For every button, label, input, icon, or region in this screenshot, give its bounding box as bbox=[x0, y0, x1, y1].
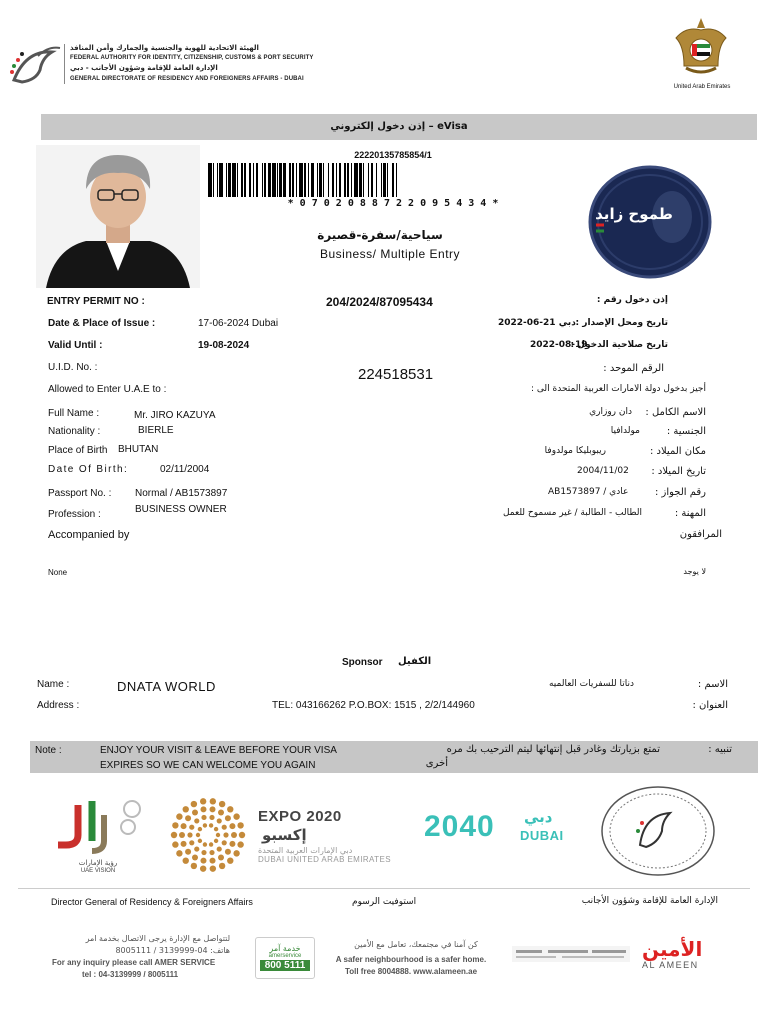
expo-emblem-dot bbox=[222, 825, 227, 830]
expo-sub-ar: دبي الإمارات العربية المتحدة bbox=[258, 846, 353, 855]
barcode-reference: 22220135785854/1 bbox=[354, 150, 432, 160]
expo-emblem-dot bbox=[181, 823, 187, 829]
note-label: Note : bbox=[35, 745, 62, 756]
expo-emblem-dot bbox=[198, 839, 202, 843]
passport-value-ar: AB1573897 / عادي bbox=[548, 487, 629, 497]
full-name-value-ar: دان روزاري bbox=[589, 407, 632, 417]
accompanied-label-ar: المرافقون bbox=[679, 529, 722, 540]
barcode bbox=[208, 163, 578, 197]
valid-until-value: 19-08-2024 bbox=[198, 340, 250, 351]
authority-name-ar: الهيئة الاتحادية للهوية والجنسية والجمارك وأمن المنافذ bbox=[70, 44, 259, 52]
expo-emblem-icon bbox=[166, 795, 250, 875]
expo-emblem-dot bbox=[200, 806, 206, 812]
note-text-ar-line1: تمتع بزيارتك وغادر قبل إنتهائها ليتم الترحيب بك مره bbox=[446, 744, 660, 755]
birthplace-value: BHUTAN bbox=[118, 444, 159, 455]
expo-emblem-dot bbox=[209, 842, 213, 846]
barcode-digits: * 0 7 0 2 0 8 8 7 2 2 0 9 5 4 3 4 * bbox=[287, 198, 499, 209]
uae-label: United Arab Emirates bbox=[673, 84, 731, 90]
sponsor-name-label-ar: الاسم : bbox=[697, 679, 728, 690]
expo-emblem-dot bbox=[200, 865, 206, 871]
expo-emblem-dot bbox=[200, 798, 206, 804]
dob-value-ar: 2004/11/02 bbox=[577, 466, 629, 476]
alameen-logo bbox=[642, 938, 742, 978]
expo-emblem-dot bbox=[227, 857, 233, 863]
expo-emblem-dot bbox=[198, 827, 202, 831]
alameen-logo-en: AL AMEEN bbox=[642, 960, 699, 970]
expo-emblem-dot bbox=[200, 858, 206, 864]
entry-permit-label: ENTRY PERMIT NO : bbox=[47, 296, 145, 307]
nationality-label: Nationality : bbox=[48, 426, 101, 437]
expo-emblem-dot bbox=[225, 815, 231, 821]
profession-label-ar: المهنة : bbox=[674, 508, 706, 519]
alameen-tollfree: Toll free 8004888. www.alameen.ae bbox=[344, 967, 478, 976]
birthplace-label: Place of Birth bbox=[48, 445, 108, 456]
passport-label: Passport No. : bbox=[48, 488, 112, 499]
expo-emblem-dot bbox=[183, 857, 189, 863]
expo-emblem-dot bbox=[214, 839, 218, 843]
sponsor-heading: Sponsor bbox=[342, 657, 383, 668]
gdrfa-falcon-logo bbox=[8, 40, 64, 88]
expo-emblem-dot bbox=[209, 850, 214, 855]
alameen-slogan-en: A safer neighbourhood is a safer home. bbox=[335, 955, 487, 964]
expo-emblem-dot bbox=[194, 818, 199, 823]
amer-contact-ar-2: هاتف: 04-3139999 / 8005111 bbox=[115, 946, 230, 955]
expo-emblem-dot bbox=[225, 849, 231, 855]
issue-value-ar: 2022-06-21 دبي bbox=[498, 318, 576, 328]
community-partners-logo bbox=[512, 940, 632, 970]
expo-emblem-dot bbox=[191, 863, 197, 869]
expo-emblem-dot bbox=[171, 832, 177, 838]
expo-emblem-dot bbox=[192, 855, 198, 861]
expo-emblem-dot bbox=[210, 858, 216, 864]
expo-emblem-dot bbox=[176, 850, 182, 856]
expo-emblem-dot bbox=[187, 832, 192, 837]
directorate-name-en: GENERAL DIRECTORATE OF RESIDENCY AND FOREIGNERS AFFAIRS - DUBAI bbox=[70, 76, 304, 82]
sponsor-name-value-ar: دناتا للسفريات العالميه bbox=[548, 679, 634, 689]
visa-type-en: Business/ Multiple Entry bbox=[319, 247, 461, 261]
dubai-text-ar: دبي bbox=[524, 808, 553, 826]
allowed-label: Allowed to Enter U.A.E to : bbox=[48, 384, 167, 395]
profession-value: BUSINESS OWNER bbox=[135, 504, 227, 515]
expo-emblem-dot bbox=[185, 815, 191, 821]
expo-emblem-dot bbox=[222, 840, 227, 845]
expo-emblem-dot bbox=[237, 822, 243, 828]
expo-emblem-dot bbox=[201, 850, 206, 855]
expo-emblem-dot bbox=[201, 815, 206, 820]
expo-emblem-dot bbox=[210, 798, 216, 804]
amer-service-badge bbox=[255, 937, 315, 979]
full-name-label-ar: الاسم الكامل : bbox=[645, 407, 706, 418]
expo-emblem-dot bbox=[223, 832, 228, 837]
nationality-label-ar: الجنسية : bbox=[666, 426, 706, 437]
expo-emblem-dot bbox=[196, 833, 200, 837]
sponsor-name-label: Name : bbox=[37, 679, 70, 690]
expo-emblem-dot bbox=[229, 823, 235, 829]
passport-label-ar: رقم الجواز : bbox=[654, 487, 706, 498]
amer-contact-en-2: tel : 04-3139999 / 8005111 bbox=[82, 970, 179, 979]
expo-emblem-dot bbox=[194, 846, 199, 851]
entry-permit-number: 204/2024/87095434 bbox=[326, 295, 433, 309]
expo-emblem-dot bbox=[218, 809, 224, 815]
expo-emblem-dot bbox=[185, 849, 191, 855]
expo-emblem-dot bbox=[192, 809, 198, 815]
visa-type-ar: سياحية/سفرة-قصيرة bbox=[317, 228, 443, 242]
expo-emblem-dot bbox=[172, 841, 178, 847]
amer-badge-en: amerservice bbox=[268, 953, 302, 959]
note-text-line1: ENJOY YOUR VISIT & LEAVE BEFORE YOUR VISA bbox=[100, 745, 337, 756]
alameen-slogan-ar: كن آمنا في مجتمعك، تعامل مع الأمين bbox=[354, 940, 478, 949]
ambition-badge bbox=[588, 165, 712, 279]
uid-label: U.I.D. No. : bbox=[48, 362, 98, 373]
director-general-en: Director General of Residency & Foreigners Affairs bbox=[51, 897, 253, 907]
amer-contact-en-1: For any inquiry please call AMER SERVICE bbox=[52, 958, 216, 967]
note-label-ar: تنبيه : bbox=[708, 744, 732, 755]
note-text-line2: EXPIRES SO WE CAN WELCOME YOU AGAIN bbox=[100, 760, 316, 771]
directorate-name-ar: الإدارة العامة للإقامة وشؤون الأجانب - دبي bbox=[70, 64, 218, 72]
note-text-ar-line2: أخرى bbox=[425, 758, 448, 769]
entry-permit-label-ar: إذن دخول رقم : bbox=[596, 295, 668, 305]
applicant-photo bbox=[36, 145, 200, 288]
expo-emblem-dot bbox=[231, 832, 237, 838]
amer-contact-ar-1: لتتواصل مع الإدارة يرجى الاتصال بخدمة امر bbox=[85, 934, 230, 943]
uae-vision-en: UAE VISION bbox=[80, 868, 116, 873]
issue-label: Date & Place of Issue : bbox=[48, 318, 156, 329]
expo-emblem-dot bbox=[214, 827, 218, 831]
accompanied-value: None bbox=[48, 568, 68, 577]
nationality-value-ar: مولدافيا bbox=[610, 426, 640, 436]
birthplace-label-ar: مكان الميلاد : bbox=[649, 446, 706, 457]
valid-until-label-ar: تاريخ صلاحية الدخول : bbox=[570, 340, 668, 350]
expo-text-ar: إكسبو bbox=[262, 826, 307, 844]
director-general-ar: الإدارة العامة للإقامة وشؤون الأجانب bbox=[581, 896, 718, 906]
accompanied-label: Accompanied by bbox=[48, 529, 130, 541]
sponsor-address-label-ar: العنوان : bbox=[692, 700, 728, 711]
expo-emblem-dot bbox=[217, 846, 222, 851]
passport-value: Normal / AB1573897 bbox=[135, 488, 228, 499]
expo-emblem-dot bbox=[209, 823, 213, 827]
uid-value: 224518531 bbox=[358, 366, 434, 383]
expo-emblem-dot bbox=[219, 863, 225, 869]
nationality-value: BIERLE bbox=[138, 425, 174, 436]
authority-name-en: FEDERAL AUTHORITY FOR IDENTITY, CITIZENSHIP, CUSTOMS & PORT SECURITY bbox=[70, 55, 314, 61]
expo-sub-en: DUBAI UNITED ARAB EMIRATES bbox=[258, 855, 391, 864]
alameen-logo-ar: الأمين bbox=[642, 937, 703, 961]
dob-label: Date Of Birth: bbox=[48, 464, 129, 475]
expo-emblem-dot bbox=[209, 815, 214, 820]
expo-emblem-dot bbox=[189, 840, 194, 845]
expo-emblem-dot bbox=[227, 806, 233, 812]
dubai-2040-number: 2040 bbox=[424, 810, 495, 843]
expo-emblem-dot bbox=[218, 855, 224, 861]
expo-emblem-dot bbox=[176, 813, 182, 819]
full-name-label: Full Name : bbox=[48, 408, 100, 419]
expo-emblem-dot bbox=[189, 825, 194, 830]
expo-emblem-dot bbox=[181, 841, 187, 847]
expo-emblem-dot bbox=[203, 842, 207, 846]
expo-emblem-dot bbox=[239, 832, 245, 838]
expo-emblem-dot bbox=[191, 801, 197, 807]
amer-badge-number: 800 5111 bbox=[260, 960, 310, 971]
signature-ar: استوفيت الرسوم bbox=[352, 897, 417, 907]
expo-emblem-dot bbox=[210, 865, 216, 871]
allowed-label-ar: أجيز بدخول دولة الامارات العربية المتحدة الى : bbox=[531, 384, 706, 394]
amer-badge-ar: خدمة آمر bbox=[269, 944, 301, 953]
evisa-title: إذن دخول إلكتروني – eVisa bbox=[330, 121, 468, 132]
expo-emblem-dot bbox=[203, 823, 207, 827]
expo-emblem-dot bbox=[216, 833, 220, 837]
dubai-2040-logo bbox=[424, 810, 574, 850]
expo-emblem-dot bbox=[217, 818, 222, 823]
barcode-bar bbox=[397, 163, 400, 197]
accompanied-value-ar: لا يوجد bbox=[683, 567, 706, 576]
expo-emblem-dot bbox=[219, 801, 225, 807]
expo-emblem-dot bbox=[237, 841, 243, 847]
uae-vision-ar: رؤية الإمارات bbox=[78, 859, 118, 867]
expo-emblem-dot bbox=[210, 806, 216, 812]
sponsor-name-value: DNATA WORLD bbox=[117, 679, 216, 694]
expo-emblem-dot bbox=[179, 832, 185, 838]
uid-label-ar: الرقم الموحد : bbox=[603, 363, 664, 374]
full-name-value: Mr. JIRO KAZUYA bbox=[134, 410, 216, 421]
expo-emblem-dot bbox=[229, 841, 235, 847]
issue-value: 17-06-2024 Dubai bbox=[198, 318, 279, 329]
birthplace-value-ar: ريبوبليكا مولدوفا bbox=[544, 446, 606, 456]
uae-emblem-icon bbox=[672, 16, 730, 82]
directorate-seal bbox=[600, 785, 716, 877]
sponsor-heading-ar: الكفيل bbox=[398, 656, 432, 667]
expo-emblem-dot bbox=[233, 813, 239, 819]
valid-until-label: Valid Until : bbox=[48, 340, 103, 351]
footer-rule bbox=[18, 888, 750, 889]
dubai-text-en: DUBAI bbox=[520, 828, 564, 843]
badge-text: طموح زايد bbox=[595, 205, 673, 223]
valid-until-value-ar: 2022-08-19 bbox=[530, 340, 588, 350]
uae-vision-logo bbox=[48, 795, 148, 873]
dob-label-ar: تاريخ الميلاد : bbox=[651, 466, 706, 477]
profession-label: Profession : bbox=[48, 509, 101, 520]
expo-emblem-dot bbox=[233, 850, 239, 856]
dob-value: 02/11/2004 bbox=[160, 464, 210, 475]
expo-emblem-dot bbox=[172, 822, 178, 828]
profession-value-ar: الطالب - الطالبة / غير مسموح للعمل bbox=[502, 508, 642, 518]
issue-label-ar: تاريخ ومحل الإصدار : bbox=[575, 318, 668, 328]
expo-text-en: EXPO 2020 bbox=[258, 808, 342, 825]
expo-wordmark bbox=[258, 808, 394, 864]
sponsor-address-value: TEL: 043166262 P.O.BOX: 1515 , 2/2/144960 bbox=[272, 700, 475, 711]
expo-emblem-dot bbox=[183, 806, 189, 812]
sponsor-address-label: Address : bbox=[37, 700, 80, 711]
